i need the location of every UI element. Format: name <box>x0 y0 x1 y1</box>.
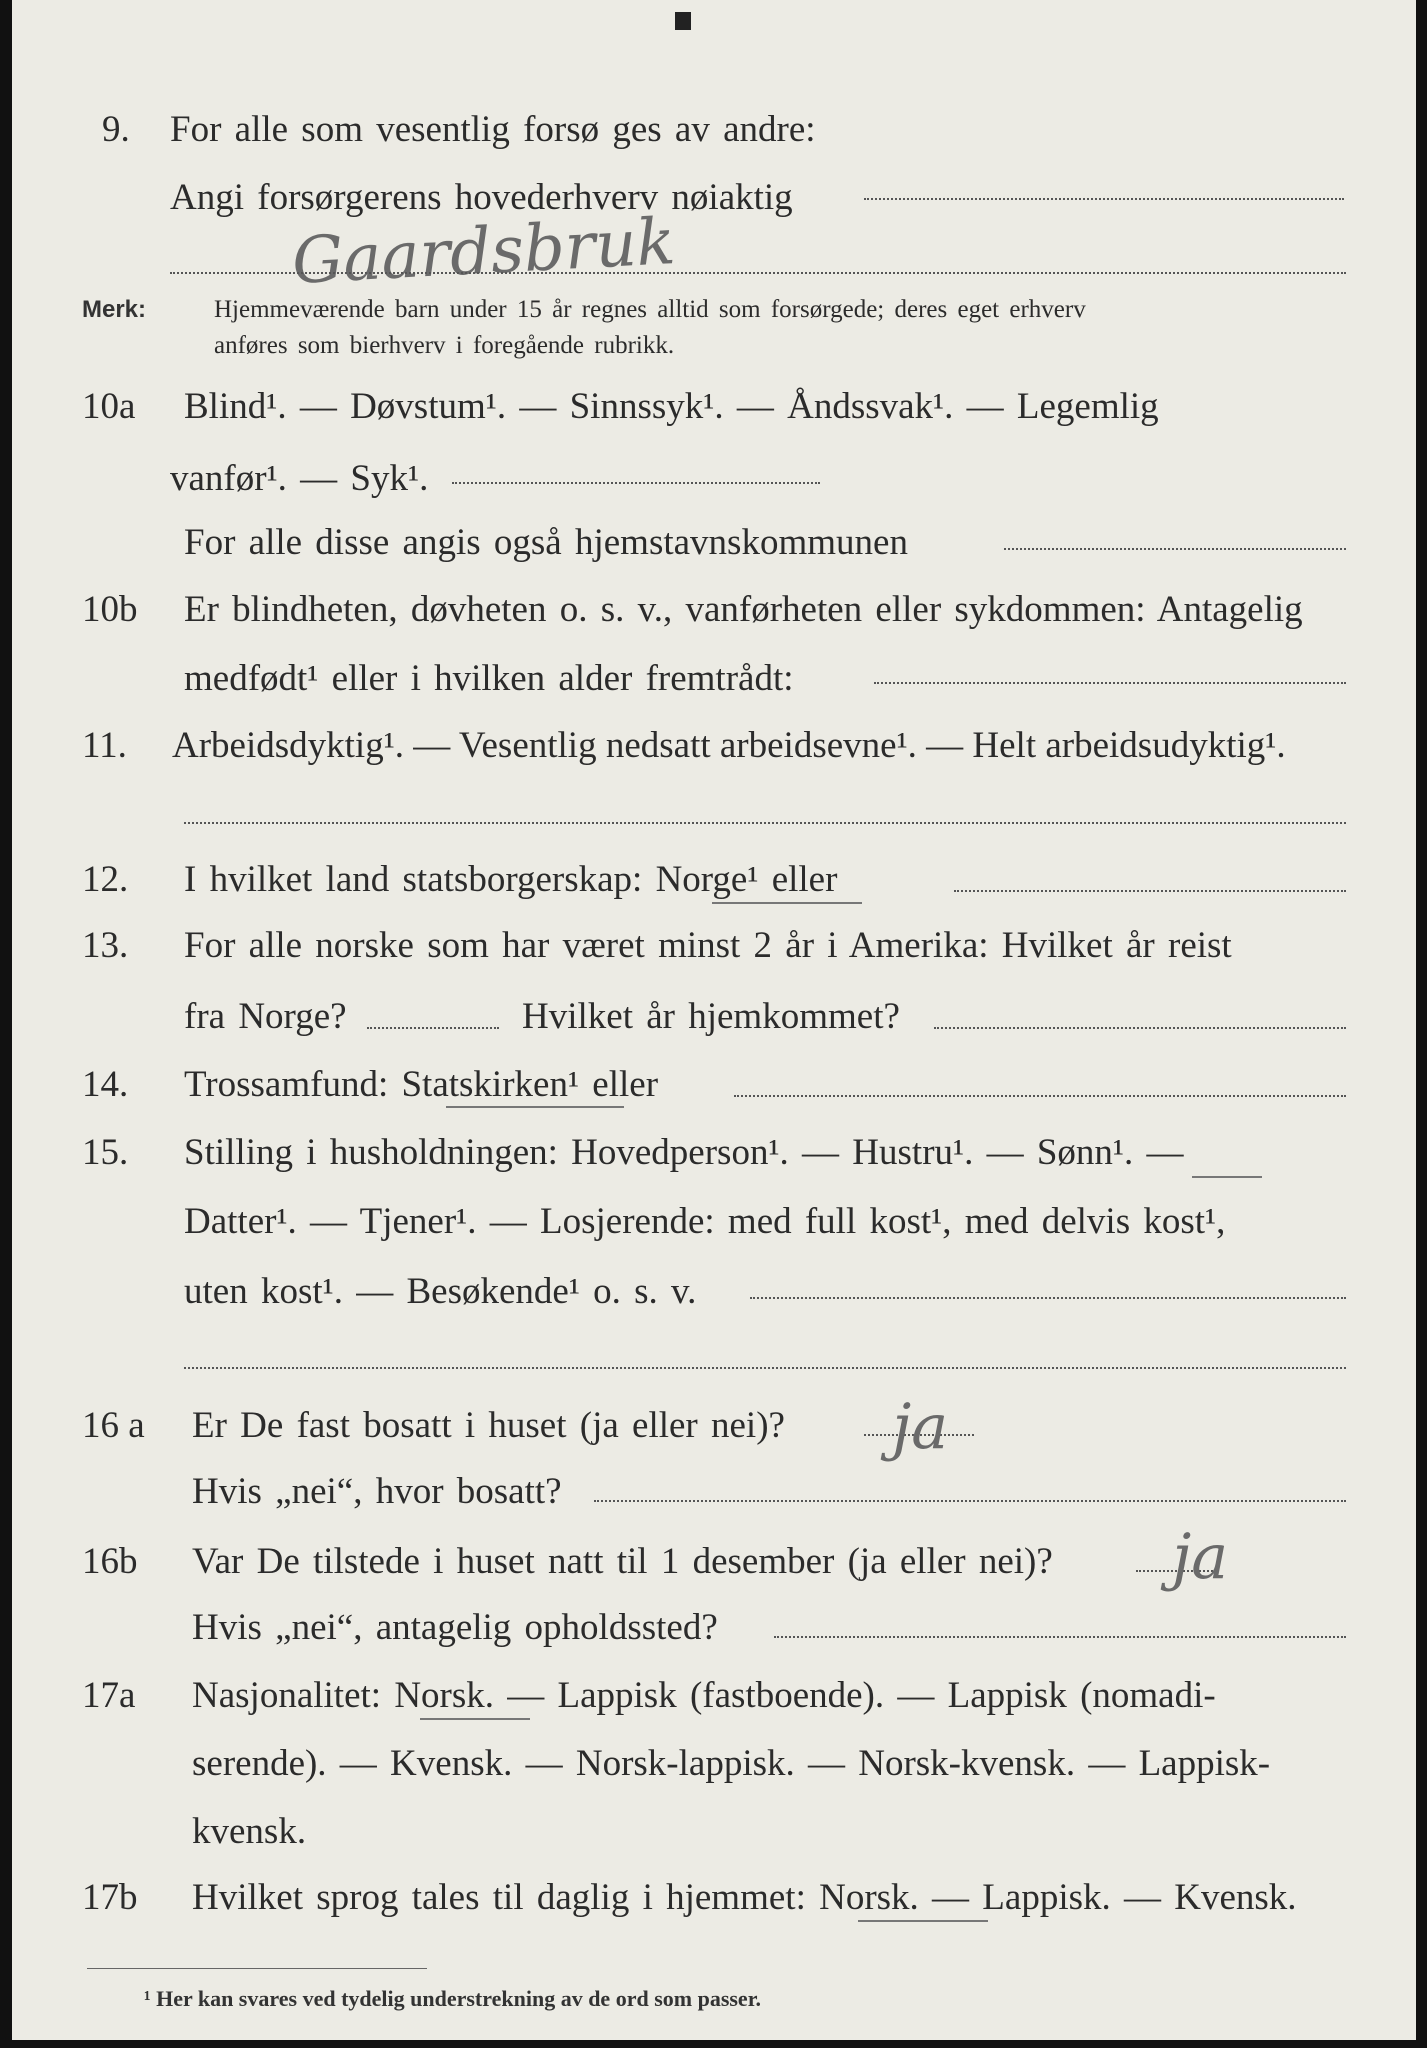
item-13-year-left-line <box>367 1027 499 1029</box>
item-9-subtext: Angi forsørgerens hovederhverv nøiaktig <box>170 177 793 218</box>
merk-label: Merk: <box>82 296 147 323</box>
item-16b-handwritten-answer: ja <box>1172 1520 1229 1593</box>
item-9-handwritten-answer: Gaardsbruk <box>290 205 678 299</box>
item-10a-hometown-line <box>1004 548 1346 550</box>
item-15-answer-line-2 <box>184 1367 1346 1369</box>
item-10b-line-1: Er blindheten, døvheten o. s. v., vanførheten eller sykdommen: Antagelig <box>184 589 1303 630</box>
item-17a-line-3: kvensk. <box>192 1811 307 1852</box>
item-14-answer-line <box>734 1095 1346 1097</box>
item-10a-line-1: Blind¹. — Døvstum¹. — Sinnssyk¹. — Åndssvak¹. — Legemlig <box>184 386 1159 427</box>
item-16a-line-2: Hvis „nei“, hvor bosatt? <box>192 1471 562 1512</box>
item-16b-line-1: Var De tilstede i huset natt til 1 desember (ja eller nei)? <box>192 1541 1053 1582</box>
item-15-line-3: uten kost¹. — Besøkende¹ o. s. v. <box>184 1271 697 1312</box>
item-13-line-1: For alle norske som har været minst 2 år i Amerika: Hvilket år reist <box>184 925 1232 966</box>
item-17a-norsk-underline <box>420 1718 530 1720</box>
item-17a-line-2: serende). — Kvensk. — Norsk-lappisk. — Norsk-kvensk. — Lappisk- <box>192 1743 1271 1784</box>
merk-line-2: anføres som bierhverv i foregående rubrikk. <box>214 332 675 359</box>
footnote: ¹ Her kan svares ved tydelig understrekning av de ord som passer. <box>144 1986 761 2011</box>
item-number-14: 14. <box>82 1064 129 1105</box>
item-number-16b: 16b <box>82 1541 138 1582</box>
item-12-text: I hvilket land statsborgerskap: Norge¹ eller <box>184 859 838 900</box>
item-15-line-2: Datter¹. — Tjener¹. — Losjerende: med full kost¹, med delvis kost¹, <box>184 1201 1226 1242</box>
item-9-answer-line-2 <box>170 272 1346 274</box>
item-10a-line-2: vanfør¹. — Syk¹. <box>170 458 429 499</box>
item-17b-text: Hvilket sprog tales til daglig i hjemmet: Norsk. — Lappisk. — Kvensk. <box>192 1877 1297 1918</box>
merk-line-1: Hjemmeværende barn under 15 år regnes alltid som forsørgede; deres eget erhverv <box>214 296 1086 323</box>
item-number-16a: 16 a <box>82 1405 145 1446</box>
item-10a-answer-line <box>452 482 820 484</box>
item-11-text: Arbeidsdyktig¹. — Vesentlig nedsatt arbeidsevne¹. — Helt arbeidsudyktig¹. <box>172 725 1286 766</box>
item-15-sonn-underline <box>1192 1176 1262 1178</box>
item-12-norge-underline <box>712 902 862 904</box>
item-11-answer-line <box>184 822 1346 824</box>
item-17a-line-1: Nasjonalitet: Norsk. — Lappisk (fastboende). — Lappisk (nomadi- <box>192 1675 1216 1716</box>
item-13-year-returned-line <box>934 1027 1346 1029</box>
item-14-statskirken-underline <box>446 1106 624 1108</box>
item-number-13: 13. <box>82 925 129 966</box>
footnote-rule <box>87 1968 427 1969</box>
item-16a-handwritten-answer: ja <box>892 1390 949 1463</box>
item-10b-answer-line <box>874 682 1346 684</box>
item-9-answer-line <box>864 198 1344 200</box>
item-number-17a: 17a <box>82 1675 136 1716</box>
item-15-answer-line <box>750 1297 1346 1299</box>
item-number-17b: 17b <box>82 1877 138 1918</box>
item-13-line-2b: Hvilket år hjemkommet? <box>522 996 900 1037</box>
item-10a-line-3: For alle disse angis også hjemstavnskommunen <box>184 522 908 563</box>
item-number-10a: 10a <box>82 386 136 427</box>
item-9-text: For alle som vesentlig forsø ges av andre: <box>170 109 816 150</box>
census-form-page <box>12 0 1416 2040</box>
item-number-9: 9. <box>102 109 130 150</box>
item-15-line-1: Stilling i husholdningen: Hovedperson¹. — Hustru¹. — Sønn¹. — <box>184 1132 1184 1173</box>
item-10b-line-2: medfødt¹ eller i hvilken alder fremtrådt: <box>184 658 794 699</box>
item-16a-residence-line <box>594 1500 1346 1502</box>
item-16a-line-1: Er De fast bosatt i huset (ja eller nei)? <box>192 1405 785 1446</box>
item-13-line-2a: fra Norge? <box>184 996 347 1037</box>
item-16b-line-2: Hvis „nei“, antagelig opholdssted? <box>192 1607 718 1648</box>
item-number-12: 12. <box>82 859 129 900</box>
item-12-answer-line <box>954 890 1346 892</box>
item-17b-norsk-underline <box>858 1920 988 1922</box>
item-number-10b: 10b <box>82 589 138 630</box>
item-number-15: 15. <box>82 1132 129 1173</box>
item-number-11: 11. <box>82 725 127 766</box>
item-16b-location-line <box>774 1636 1346 1638</box>
item-14-text: Trossamfund: Statskirken¹ eller <box>184 1064 659 1105</box>
top-mark <box>675 12 691 30</box>
